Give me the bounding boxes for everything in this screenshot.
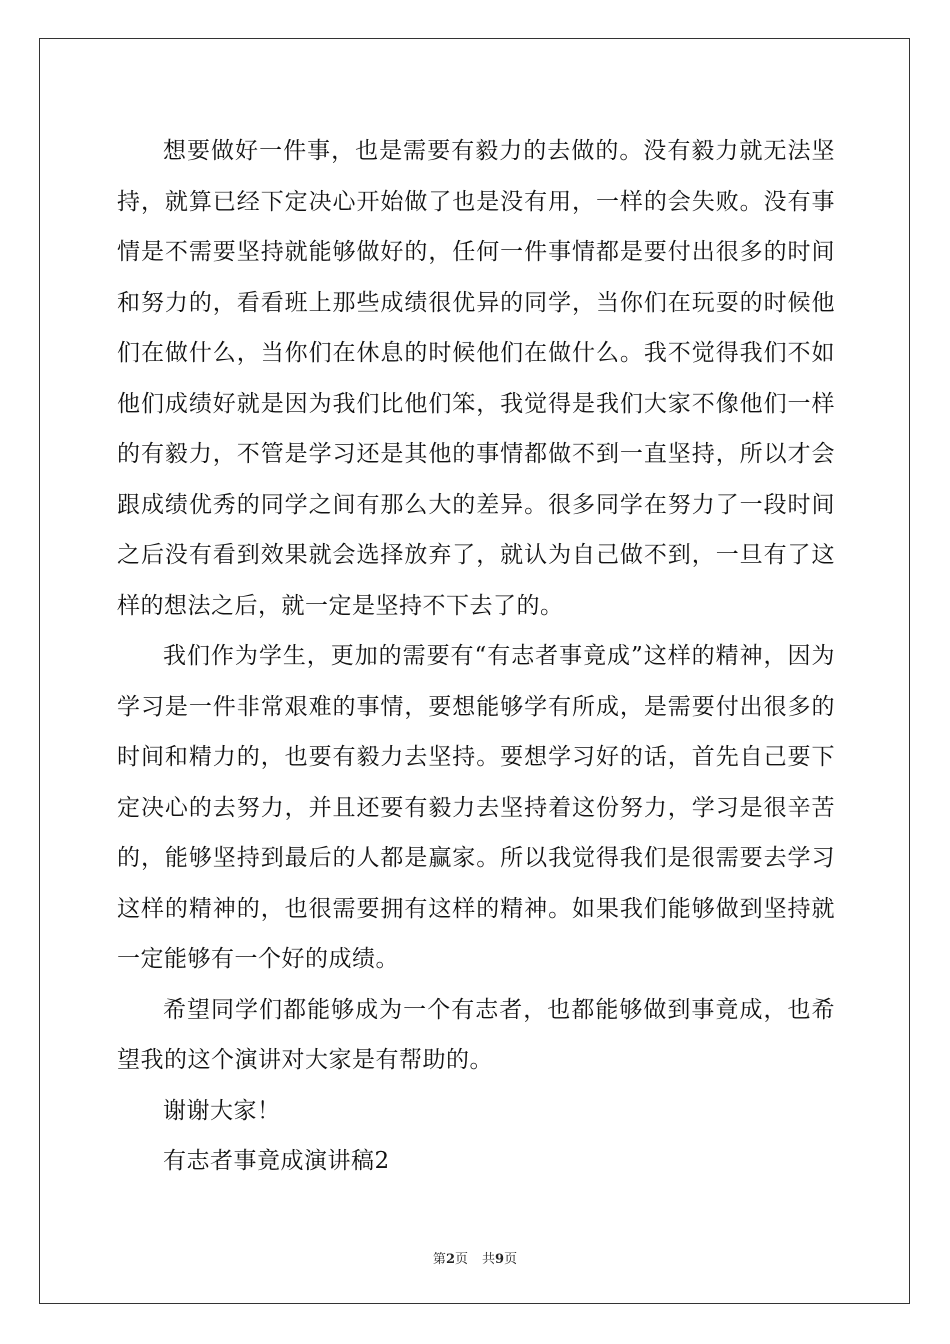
paragraph-3: 希望同学们都能够成为一个有志者，也都能够做到事竟成，也希望我的这个演讲对大家是有帮助的。 — [117, 996, 835, 1073]
next-section-title: 有志者事竟成演讲稿2 — [163, 1148, 390, 1174]
page-prefix: 第 — [432, 1252, 446, 1267]
total-pages: 9 — [495, 1252, 505, 1267]
paragraph-1: 想要做好一件事，也是需要有毅力的去做的。没有毅力就无法坚持，就算已经下定决心开始做了也是没有用，一样的会失败。没有事情是不需要坚持就能够做好的，任何一件事情都是要付出很多的时间和努力的，看看班上那些成绩很优异的同学，当你们在玩耍的时候他们在做什么，当你们在休息的时候他们在做什么。我不觉得我们不如他们成绩好就是因为我们比他们笨，我觉得是我们大家不像他们一样的有毅力，不管是学习还是其他的事情都做不到一直坚持，所以才会跟成绩优秀的同学之间有那么大的差异。很多同学在努力了一段时间之后没有看到效果就会选择放弃了，就认为自己做不到，一旦有了这样的想法之后，就一定是坚持不下去了的。 — [117, 138, 835, 619]
total-prefix: 共 — [482, 1252, 496, 1267]
document-body — [117, 126, 835, 1187]
closing-thanks: 谢谢大家！ — [163, 1097, 281, 1124]
page-footer — [0, 1248, 950, 1267]
paragraph-2: 我们作为学生，更加的需要有“有志者事竟成”这样的精神，因为学习是一件非常艰难的事情，要想能够学有所成，是需要付出很多的时间和精力的，也要有毅力去坚持。要想学习好的话，首先自己要下定决心的去努力，并且还要有毅力去坚持着这份努力，学习是很辛苦的，能够坚持到最后的人都是赢家。所以我觉得我们是很需要去学习这样的精神的，也很需要拥有这样的精神。如果我们能够做到坚持就一定能够有一个好的成绩。 — [117, 643, 835, 972]
page-number: 2 — [445, 1252, 455, 1267]
total-suffix: 页 — [504, 1252, 518, 1267]
page-suffix: 页 — [454, 1252, 468, 1267]
